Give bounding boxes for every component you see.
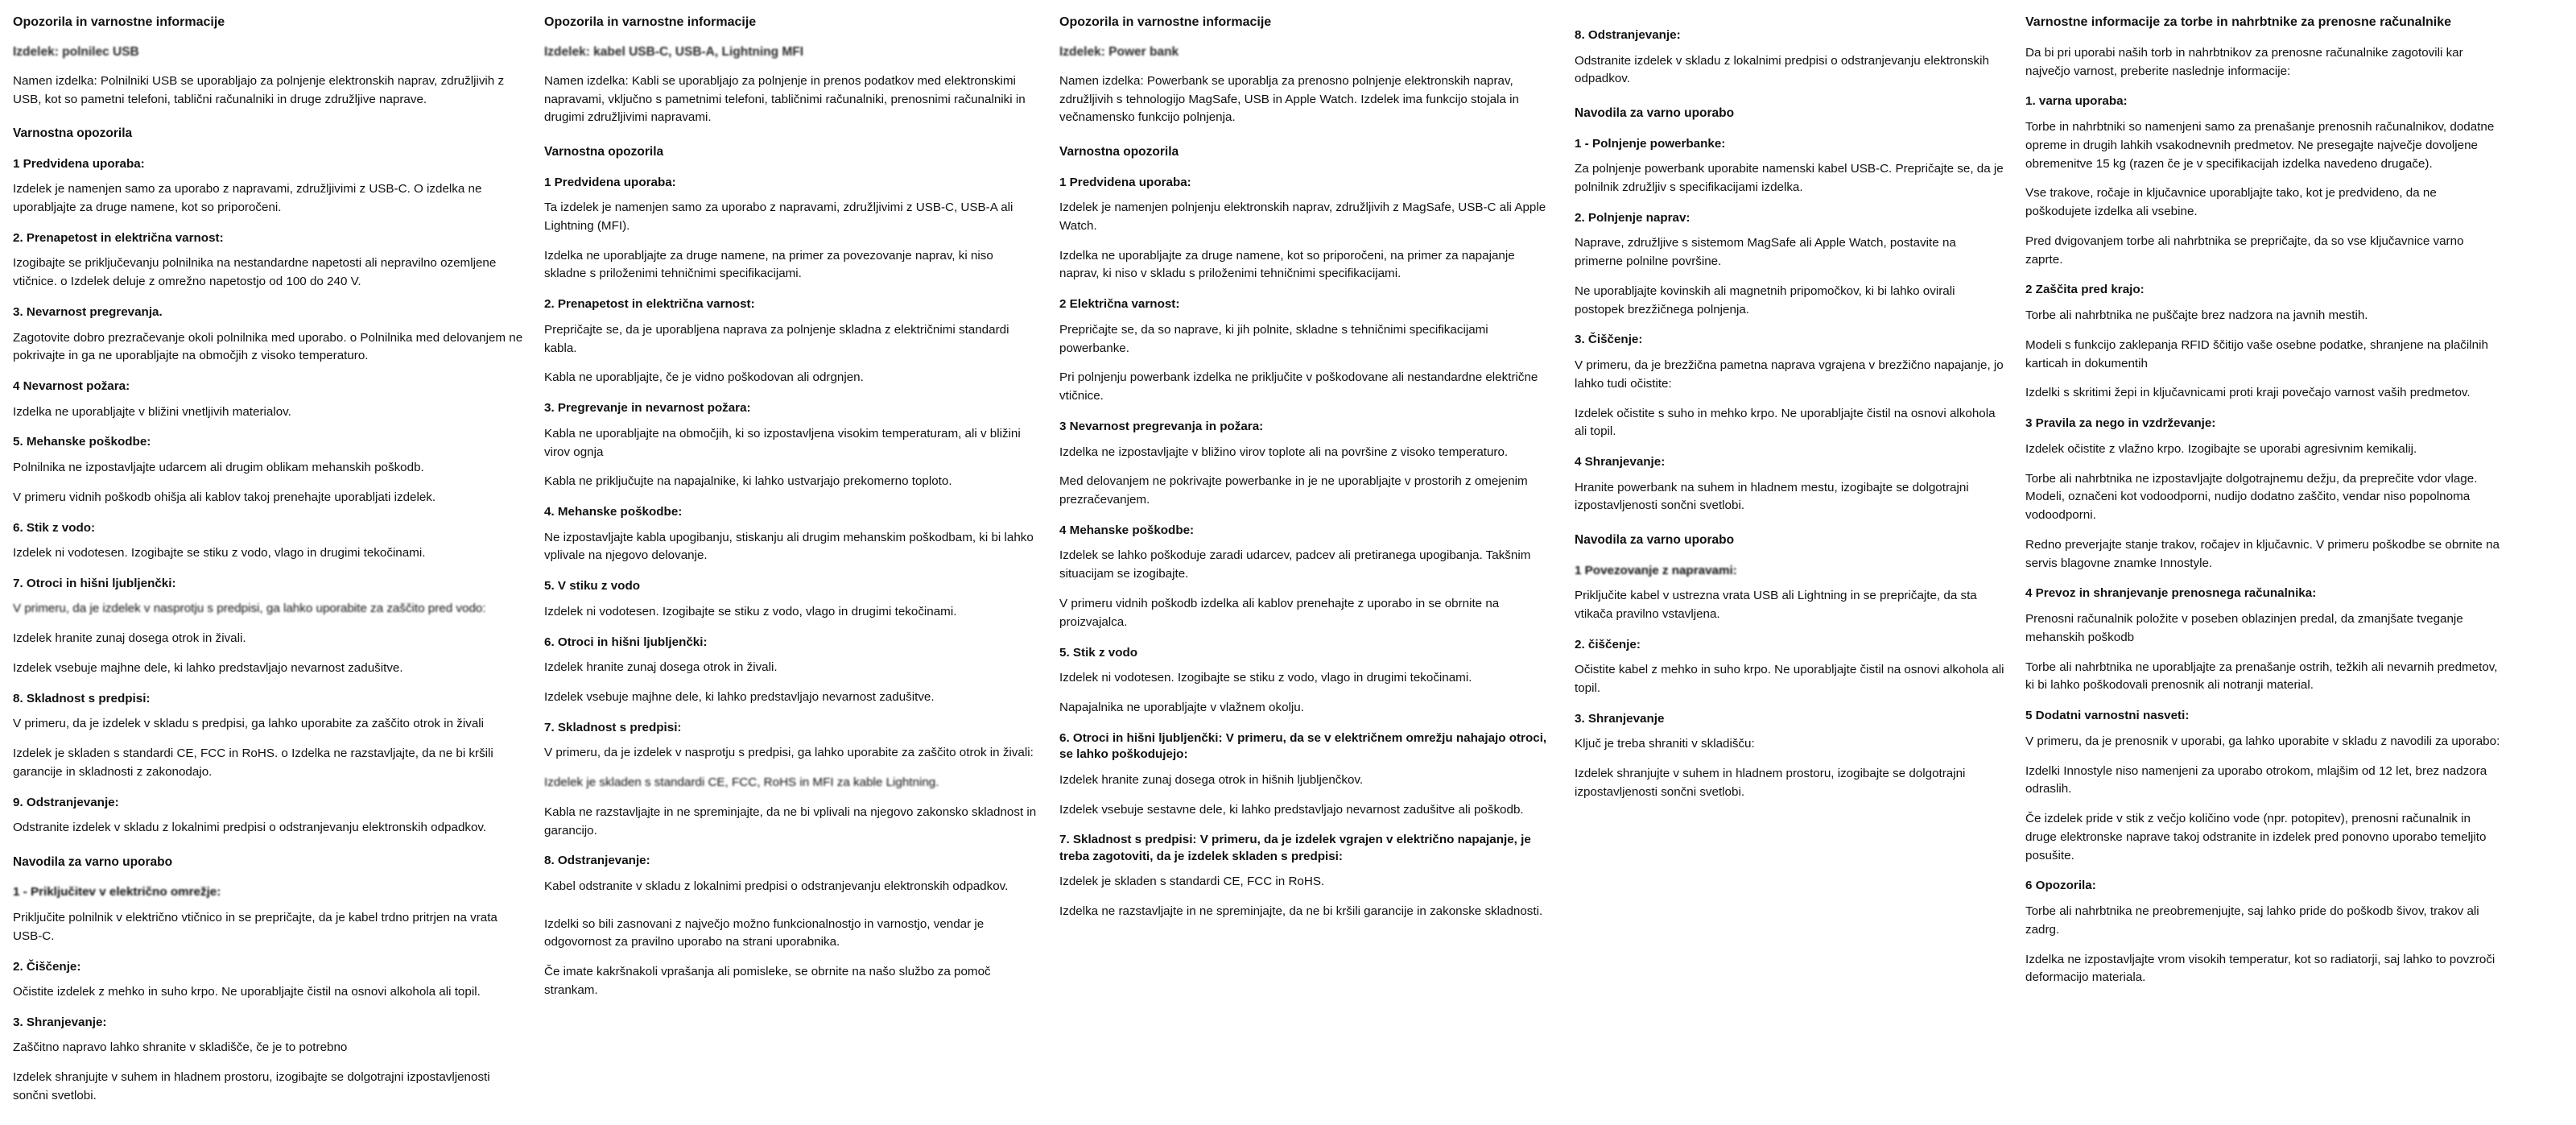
- item-heading: 1 Predvidena uporaba:: [13, 156, 145, 171]
- column-subtitle: Izdelek: polnilec USB: [13, 44, 139, 59]
- paragraph: Da bi pri uporabi naših torb in nahrbtnikov za prenosne računalnike zagotovili kar največjo varnost, preberite naslednje informacije:: [2025, 45, 2463, 78]
- paragraph: Izdelki so bili zasnovani z največjo možno funkcionalnostjo in varnostjo, vendar je odgovornost za pravilno uporabo na strani uporabnika.: [544, 916, 985, 949]
- paragraph: V primeru, da je brezžična pametna naprava vgrajena v brezžično napajanje, jo lahko tudi očistite:: [1575, 358, 2004, 391]
- paragraph: Očistite kabel z mehko in suho krpo. Ne uporabljajte čistil na osnovi alkohola ali topil.: [1575, 663, 2004, 696]
- column-subtitle: Izdelek: Power bank: [1059, 44, 1179, 59]
- section-heading: Navodila za varno uporabo: [1575, 106, 1735, 121]
- item-heading: 6. Otroci in hišni ljubljenčki:: [544, 635, 708, 649]
- section-heading: Navodila za varno uporabo: [1575, 533, 1735, 548]
- paragraph: Ne uporabljajte kovinskih ali magnetnih pripomočkov, ki bi lahko ovirali postopek brezžičnega polnjenja.: [1575, 283, 1955, 316]
- paragraph: Zagotovite dobro prezračevanje okoli polnilnika med uporabo. o Polnilnika med delovanjem ne pokrivajte in ga ne uporabljajte na območjih z visoko temperaturo.: [13, 330, 523, 363]
- item-heading: 2. Polnjenje naprav:: [1575, 210, 1690, 225]
- item-heading: 6. Otroci in hišni ljubljenčki: V primeru, da se v električnem omrežju nahajajo otroci, se lahko poškodujejo:: [1059, 730, 1547, 762]
- paragraph: V primeru, da je izdelek v skladu s predpisi, ga lahko uporabite za zaščito otrok in živali: [13, 717, 485, 731]
- column-body-2: [544, 72, 1038, 1000]
- section-heading: Varnostna opozorila: [544, 145, 664, 159]
- item-heading: 7. Skladnost s predpisi:: [544, 720, 682, 734]
- paragraph: Izdelek shranjujte v suhem in hladnem prostoru, izogibajte se dolgotrajni izpostavljenosti sončni svetlobi.: [13, 1070, 490, 1102]
- paragraph: Izdelka ne izpostavljajte v bližino virov toplote ali na površine z visoko temperaturo.: [1059, 445, 1509, 459]
- paragraph: Odstranite izdelek v skladu z lokalnimi predpisi o odstranjevanju elektronskih odpadkov.: [1575, 53, 1989, 86]
- section-heading: Varnostna opozorila: [1059, 145, 1179, 159]
- paragraph: Prepričajte se, da so naprave, ki jih polnite, skladne s tehničnimi specifikacijami powerbanke.: [1059, 322, 1488, 355]
- paragraph: Izdelka ne uporabljajte za druge namene, kot so priporočeni, na primer za napajanje naprav, ki niso v skladu s priloženimi tehničnimi specifikacijami.: [1059, 248, 1515, 281]
- item-heading: 2. Čiščenje:: [13, 959, 81, 974]
- paragraph: Izdelek očistite z vlažno krpo. Izogibajte se uporabi agresivnim kemikalij.: [2025, 441, 2417, 456]
- item-heading: 4. Mehanske poškodbe:: [544, 505, 683, 519]
- paragraph: Pred dvigovanjem torbe ali nahrbtnika se prepričajte, da so vse ključavnice varno zaprte.: [2025, 234, 2464, 267]
- document-column-1: [13, 14, 544, 1117]
- item-heading: 4 Shranjevanje:: [1575, 455, 1666, 469]
- item-heading: 4 Mehanske poškodbe:: [1059, 523, 1195, 537]
- paragraph: Redno preverjajte stanje trakov, ročajev in ključavnic. V primeru poškodbe se obrnite na servis blagovne znamke Innostyle.: [2025, 537, 2500, 570]
- paragraph: V primeru, da je izdelek v nasprotju s predpisi, ga lahko uporabite za zaščito otrok in živali:: [544, 746, 1034, 760]
- item-heading: 1 - Priključitev v električno omrežje:: [13, 885, 221, 900]
- paragraph: V primeru, da je prenosnik v uporabi, ga lahko uporabite v skladu z navodili za uporabo:: [2025, 734, 2500, 748]
- item-heading: 1 - Polnjenje powerbanke:: [1575, 136, 1726, 151]
- paragraph: Kabla ne razstavljajte in ne spreminjajte, da ne bi vplivali na njegovo zakonsko skladnost in garancijo.: [544, 804, 1037, 838]
- paragraph: Izdelka ne uporabljajte za druge namene, na primer za povezovanje naprav, ki niso skladne s priloženimi tehničnimi specifikacijami.: [544, 248, 993, 281]
- paragraph: Izdelek vsebuje majhne dele, ki lahko predstavljajo nevarnost zadušitve.: [544, 689, 935, 704]
- item-heading: 6. Stik z vodo:: [13, 520, 96, 535]
- paragraph: V primeru vidnih poškodb izdelka ali kablov prenehajte z uporabo in se obrnite na proizvajalca.: [1059, 597, 1500, 629]
- paragraph: Torbe ali nahrbtnika ne preobremenjujte, saj lahko pride do poškodb šivov, trakov ali zadrg.: [2025, 904, 2479, 937]
- paragraph: Izdelek ni vodotesen. Izogibajte se stiku z vodo, vlago in drugimi tekočinami.: [13, 546, 426, 560]
- item-heading: 8. Odstranjevanje:: [544, 854, 650, 868]
- paragraph: Torbe ali nahrbtnika ne puščajte brez nadzora na javnih mestih.: [2025, 308, 2368, 322]
- item-heading: 3. Čiščenje:: [1575, 333, 1643, 347]
- paragraph: Torbe in nahrbtniki so namenjeni samo za prenašanje prenosnih računalnikov, dodatne opreme in drugih lahkih vsakodnevnih predmetov. Ne presegajte največje dovoljene obremenitve 15 kg (razen če je v specifikacijah izdelka navedeno drugače).: [2025, 119, 2495, 171]
- item-heading: 3 Nevarnost pregrevanja in požara:: [1059, 419, 1264, 433]
- paragraph: Torbe ali nahrbtnika ne uporabljajte za prenašanje ostrih, težkih ali nevarnih predmetov, ki bi lahko poškodovali prenosnik ali notranji material.: [2025, 660, 2498, 693]
- paragraph: Naprave, združljive s sistemom MagSafe ali Apple Watch, postavite na primerne polnilne površine.: [1575, 236, 1956, 268]
- item-heading: 3 Pravila za nego in vzdrževanje:: [2025, 416, 2216, 431]
- document-column-3: [1059, 14, 1575, 933]
- paragraph: Prenosni računalnik položite v poseben oblazinjen predal, da zmanjšate tveganje mehanskih poškodb: [2025, 612, 2463, 644]
- column-title: Varnostne informacije za torbe in nahrbtnike za prenosne računalnike: [2025, 15, 2452, 29]
- item-heading: 3. Shranjevanje:: [13, 1015, 107, 1029]
- paragraph: Izdelki Innostyle niso namenjeni za uporabo otrokom, mlajšim od 12 let, brez nadzora odraslih.: [2025, 763, 2487, 796]
- document-column-4: [1575, 14, 2025, 813]
- paragraph: Izdelek ni vodotesen. Izogibajte se stiku z vodo, vlago in drugimi tekočinami.: [544, 604, 957, 618]
- paragraph: Odstranite izdelek v skladu z lokalnimi predpisi o odstranjevanju elektronskih odpadkov.: [13, 821, 487, 835]
- column-body-3: [1059, 72, 1554, 921]
- document-column-2: [544, 14, 1059, 1011]
- paragraph: Izdelek je skladen s standardi CE, FCC in RoHS.: [1059, 875, 1325, 889]
- paragraph: Med delovanjem ne pokrivajte powerbanke in je ne uporabljajte v prostorih z omejenim prezračevanjem.: [1059, 474, 1528, 507]
- item-heading: 9. Odstranjevanje:: [13, 795, 119, 809]
- paragraph: Kabla ne uporabljajte na območjih, ki so izpostavljena visokim temperaturam, ali v bližini virov ognja: [544, 426, 1021, 459]
- paragraph: Ta izdelek je namenjen samo za uporabo z napravami, združljivimi z USB-C, USB-A ali Lightning (MFI).: [544, 201, 1013, 233]
- item-heading: 8. Skladnost s predpisi:: [13, 691, 151, 705]
- paragraph: Kabla ne uporabljajte, če je vidno poškodovan ali odrgnjen.: [544, 370, 864, 385]
- paragraph: Izdelek je skladen s standardi CE, FCC, RoHS in MFI za kable Lightning.: [544, 775, 939, 789]
- item-heading: 2 Zaščita pred krajo:: [2025, 283, 2145, 297]
- column-body-4: [1575, 27, 2004, 802]
- paragraph: Izdelek hranite zunaj dosega otrok in živali.: [13, 631, 246, 646]
- paragraph: Izdelek vsebuje majhne dele, ki lahko predstavljajo nevarnost zadušitve.: [13, 660, 403, 675]
- paragraph: Namen izdelka: Polnilniki USB se uporabljajo za polnjenje elektronskih naprav, združljivih z USB, kot so pametni telefoni, tablični računalniki in druge združljive naprave.: [13, 73, 505, 106]
- paragraph: Zaščitno napravo lahko shranite v skladišče, če je to potrebno: [13, 1040, 348, 1055]
- column-title: Opozorila in varnostne informacije: [13, 15, 225, 29]
- paragraph: Izdelek očistite s suho in mehko krpo. Ne uporabljajte čistil na osnovi alkohola ali topil.: [1575, 406, 1996, 439]
- item-heading: 5. V stiku z vodo: [544, 579, 640, 594]
- paragraph: Namen izdelka: Powerbank se uporablja za prenosno polnjenje elektronskih naprav, združljivih s tehnologijo MagSafe, USB in Apple Watch. Izdelek ima funkcijo stojala in večnamensko funkcijo polnjenja.: [1059, 73, 1519, 125]
- item-heading: 2. Prenapetost in električna varnost:: [13, 230, 224, 245]
- paragraph: Izdelek je skladen s standardi CE, FCC in RoHS. o Izdelka ne razstavljajte, da ne bi kršili garancije in skladnosti z zakonodajo.: [13, 747, 493, 779]
- paragraph: Izdelek je namenjen polnjenju elektronskih naprav, združljivih z MagSafe, USB-C ali Apple Watch.: [1059, 201, 1546, 233]
- paragraph: V primeru, da je izdelek v nasprotju s predpisi, ga lahko uporabite za zaščito pred vodo:: [13, 602, 486, 616]
- paragraph: Izdelek je namenjen samo za uporabo z napravami, združljivimi z USB-C. O izdelka ne uporabljajte za druge namene, kot so priporočeni.: [13, 182, 482, 215]
- column-subtitle: Izdelek: kabel USB-C, USB-A, Lightning MFI: [544, 44, 804, 59]
- paragraph: Izdelka ne izpostavljajte vrom visokih temperatur, kot so radiatorji, saj lahko to povzroči deformacijo materiala.: [2025, 952, 2496, 985]
- item-heading: 2. čiščenje:: [1575, 637, 1641, 651]
- item-heading: 5. Mehanske poškodbe:: [13, 435, 151, 449]
- paragraph: Če imate kakršnakoli vprašanja ali pomisleke, se obrnite na našo službo za pomoč strankam.: [544, 965, 991, 998]
- section-heading: Varnostna opozorila: [13, 126, 133, 141]
- paragraph: Ključ je treba shraniti v skladišču:: [1575, 737, 1755, 751]
- paragraph: Izdelek shranjujte v suhem in hladnem prostoru, izogibajte se dolgotrajni izpostavljenosti sončni svetlobi.: [1575, 767, 1966, 799]
- paragraph: Modeli s funkcijo zaklepanja RFID ščitijo vaše osebne podatke, shranjene na plačilnih karticah in dokumentih: [2025, 337, 2488, 370]
- column-title: Opozorila in varnostne informacije: [544, 15, 757, 29]
- paragraph: Torbe ali nahrbtnika ne izpostavljajte dolgotrajnemu dežju, da preprečite vdor vlage. Modeli, označeni kot vodoodporni, nudijo dodatno zaščito, vendar niso popolnoma vodoodporni.: [2025, 471, 2478, 523]
- column-body-1: [13, 72, 523, 1106]
- section-heading: Navodila za varno uporabo: [13, 854, 173, 869]
- item-heading: 4 Prevoz in shranjevanje prenosnega računalnika:: [2025, 586, 2317, 601]
- paragraph: Polnilnika ne izpostavljajte udarcem ali drugim oblikam mehanskih poškodb.: [13, 460, 424, 474]
- paragraph: Izdelka ne uporabljajte v bližini vnetljivih materialov.: [13, 404, 291, 419]
- item-heading: 1 Predvidena uporaba:: [1059, 175, 1191, 189]
- paragraph: Za polnjenje powerbank uporabite namenski kabel USB-C. Prepričajte se, da je polnilnik združljiv s specifikacijami izdelka.: [1575, 162, 2004, 194]
- column-body-5: [2025, 44, 2504, 987]
- paragraph: Izdelka ne razstavljajte in ne spreminjajte, da ne bi kršili garancije in zakonske skladnosti.: [1059, 904, 1543, 919]
- item-heading: 7. Otroci in hišni ljubljenčki:: [13, 576, 176, 590]
- item-heading: 2. Prenapetost in električna varnost:: [544, 297, 755, 312]
- item-heading: 5 Dodatni varnostni nasveti:: [2025, 709, 2190, 723]
- item-heading: 8. Odstranjevanje:: [1575, 28, 1681, 42]
- paragraph: Izdelek ni vodotesen. Izogibajte se stiku z vodo, vlago in drugimi tekočinami.: [1059, 671, 1472, 685]
- paragraph: Hranite powerbank na suhem in hladnem mestu, izogibajte se dolgotrajni izpostavljenosti sončni svetlobi.: [1575, 480, 1969, 513]
- paragraph: Namen izdelka: Kabli se uporabljajo za polnjenje in prenos podatkov med elektronskimi napravami, vključno s pametnimi telefoni, tabličnimi računalniki, prenosnimi računalniki in drugimi združljivimi napravami.: [544, 73, 1026, 125]
- paragraph: Izdelek se lahko poškoduje zaradi udarcev, padcev ali pretiranega upogibanja. Takšnim situacijam se izogibajte.: [1059, 548, 1531, 581]
- item-heading: 3. Pregrevanje in nevarnost požara:: [544, 401, 751, 416]
- paragraph: Prepričajte se, da je uporabljena naprava za polnjenje skladna z električnimi standardi kabla.: [544, 322, 1009, 355]
- paragraph: Izogibajte se priključevanju polnilnika na nestandardne napetosti ali nepravilno ozemljene vtičnice. o Izdelek deluje z omrežno napetostjo od 100 do 240 V.: [13, 256, 497, 289]
- item-heading: 1 Predvidena uporaba:: [544, 175, 676, 189]
- item-heading: 3. Nevarnost pregrevanja.: [13, 305, 163, 319]
- item-heading: 5. Stik z vodo: [1059, 645, 1138, 660]
- paragraph: Kabel odstranite v skladu z lokalnimi predpisi o odstranjevanju elektronskih odpadkov.: [544, 879, 1009, 893]
- paragraph: Očistite izdelek z mehko in suho krpo. Ne uporabljajte čistil na osnovi alkohola ali topil.: [13, 985, 481, 999]
- paragraph: Ne izpostavljajte kabla upogibanju, stiskanju ali drugim mehanskim poškodbam, ki bi lahko vplivale na njegovo delovanje.: [544, 530, 1034, 563]
- paragraph: Priključite polnilnik v električno vtičnico in se prepričajte, da je kabel trdno pritrjen na vrata USB-C.: [13, 910, 497, 943]
- paragraph: Izdelki s skritimi žepi in ključavnicami proti kraji povečajo varnost vaših predmetov.: [2025, 386, 2471, 400]
- paragraph: Izdelek hranite zunaj dosega otrok in živali.: [544, 660, 778, 675]
- item-heading: 1 Povezovanje z napravami:: [1575, 563, 1737, 577]
- item-heading: 6 Opozorila:: [2025, 879, 2096, 893]
- spacer: [544, 908, 1038, 916]
- item-heading: 2 Električna varnost:: [1059, 297, 1180, 312]
- paragraph: Priključite kabel v ustrezna vrata USB ali Lightning in se prepričajte, da sta vtikača pravilno vstavljena.: [1575, 589, 1977, 621]
- item-heading: 3. Shranjevanje: [1575, 711, 1665, 726]
- paragraph: Izdelek vsebuje sestavne dele, ki lahko predstavljajo nevarnost zadušitve ali poškodb.: [1059, 802, 1524, 817]
- paragraph: Kabla ne priključujte na napajalnike, ki lahko ustvarjajo prekomerno toploto.: [544, 474, 952, 489]
- paragraph: Če izdelek pride v stik z večjo količino vode (npr. potopitev), prenosni računalnik in druge elektronske naprave takoj odstranite in izdelek pred ponovno uporabo temeljito posušite.: [2025, 812, 2487, 862]
- item-heading: 1. varna uporaba:: [2025, 94, 2128, 109]
- column-title: Opozorila in varnostne informacije: [1059, 15, 1272, 29]
- item-heading: 7. Skladnost s predpisi: V primeru, da je izdelek vgrajen v električno napajanje, je treba zagotoviti, da je izdelek skladen s predpisi:: [1059, 833, 1531, 863]
- paragraph: Napajalnika ne uporabljajte v vlažnem okolju.: [1059, 700, 1304, 714]
- paragraph: Pri polnjenju powerbank izdelka ne priključite v poškodovane ali nestandardne električne vtičnice.: [1059, 370, 1538, 403]
- document-column-5: [2025, 14, 2508, 999]
- paragraph: V primeru vidnih poškodb ohišja ali kablov takoj prenehajte uporabljati izdelek.: [13, 490, 436, 504]
- item-heading: 4 Nevarnost požara:: [13, 379, 130, 394]
- paragraph: Vse trakove, ročaje in ključavnice uporabljajte tako, kot je predvideno, da ne poškodujete izdelka ali vsebine.: [2025, 186, 2437, 219]
- paragraph: Izdelek hranite zunaj dosega otrok in hišnih ljubljenčkov.: [1059, 772, 1364, 787]
